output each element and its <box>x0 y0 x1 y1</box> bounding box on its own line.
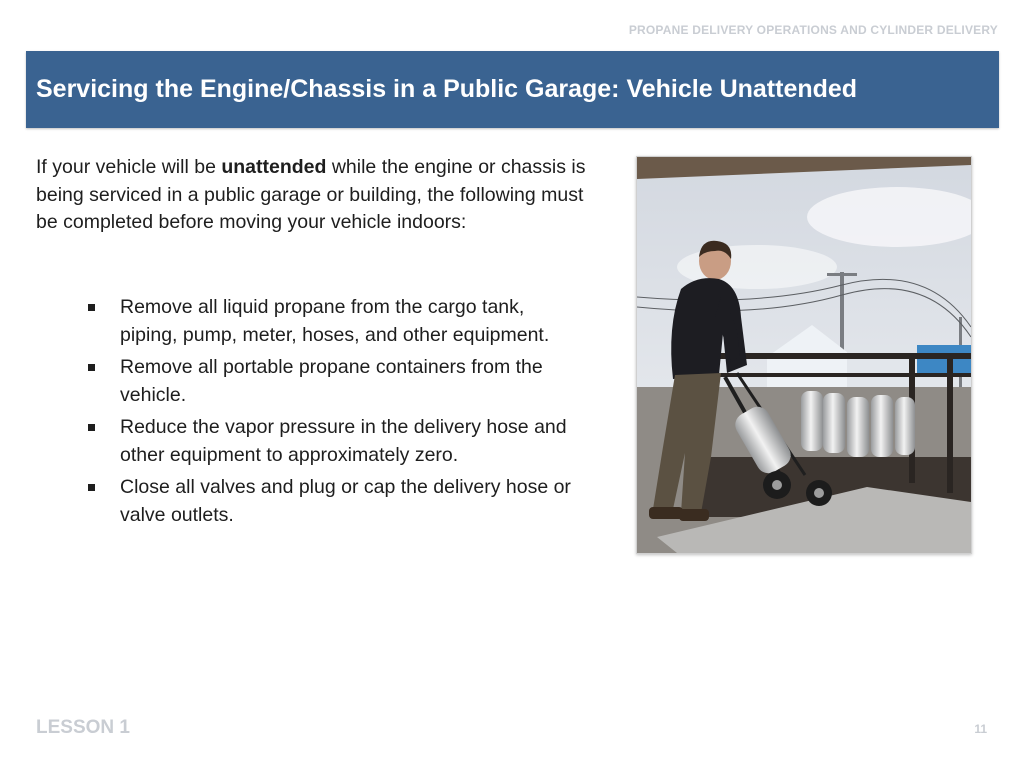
list-item <box>86 414 586 469</box>
delivery-photo-illustration <box>637 157 971 553</box>
list-item-text: Remove all liquid propane from the cargo tank, piping, pump, meter, hoses, and other equipment. <box>120 296 550 346</box>
propane-cylinder <box>895 397 915 455</box>
delivery-photo <box>636 156 972 554</box>
trailer-post <box>947 353 953 493</box>
bullet-square-icon <box>88 304 95 311</box>
trailer-rail <box>707 373 971 377</box>
footer-page-number: 11 <box>974 722 987 736</box>
trailer-rail <box>707 353 971 359</box>
list-item <box>86 294 586 349</box>
list-item-text: Reduce the vapor pressure in the delivery hose and other equipment to approximately zero. <box>120 416 567 466</box>
header-section-label: PROPANE DELIVERY OPERATIONS AND CYLINDER DELIVERY <box>628 23 998 37</box>
blue-truck <box>917 345 971 375</box>
list-item <box>86 474 586 529</box>
intro-emphasis: unattended <box>221 156 327 178</box>
propane-cylinder <box>847 397 869 457</box>
worker-boot <box>679 509 709 521</box>
propane-cylinder <box>801 391 823 451</box>
slide-title: Servicing the Engine/Chassis in a Public Garage: Vehicle Unattended <box>36 75 858 103</box>
worker-boot <box>649 507 683 519</box>
intro-text-before: If your vehicle will be <box>36 156 222 178</box>
requirements-list <box>86 294 586 534</box>
intro-text-after: while the engine or chassis is being serviced in a public garage or building, the following must be completed before moving your vehicle indoors: <box>36 156 586 233</box>
list-item-text: Remove all portable propane containers from the vehicle. <box>120 356 543 406</box>
list-item-text: Close all valves and plug or cap the delivery hose or valve outlets. <box>120 476 571 526</box>
footer-lesson-label: LESSON 1 <box>36 717 130 738</box>
title-bar <box>26 51 999 128</box>
utility-pole-crossarm <box>827 273 857 276</box>
intro-paragraph <box>36 154 586 237</box>
bullet-square-icon <box>88 424 95 431</box>
bullet-square-icon <box>88 364 95 371</box>
propane-cylinder <box>871 395 893 457</box>
propane-cylinder <box>823 393 845 453</box>
list-item <box>86 354 586 409</box>
bullet-square-icon <box>88 484 95 491</box>
